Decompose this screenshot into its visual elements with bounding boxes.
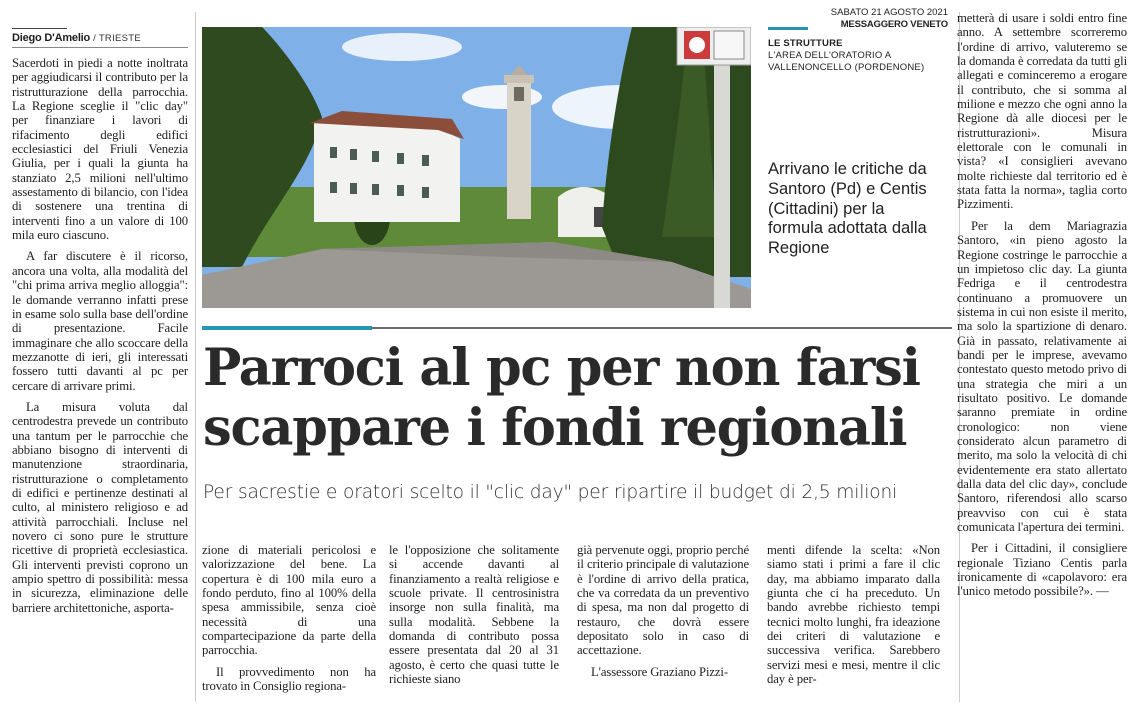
headline-accent-rule (202, 326, 372, 330)
masthead (831, 7, 948, 31)
paragraph: Il provvedimento non ha trovato in Consiglio regiona- (202, 664, 376, 694)
paragraph: Per la dem Mariagrazia Santoro, «in pieno agosto la Regione costringe le parrocchie a un impietoso clic day. La giunta Fedriga e il centrodestra continuano a promuovere un sistema in cui non esiste il merito, ma solo la spartizione di denaro. Già in passato, relativamente ai bandi per le imprese, avevamo contestato questo metodo privo di una strategia che miri a un risultato positivo. Le domande saranno premiate in ordine cronologico: non viene considerato alcun parametro di merito, ma solo la velocità di chi evidentemente era stato allertato dalla data del clic day», conclude Santoro, riferendosi allo scarso preavviso con cui è stata comunicata l'apertura dei termini. (957, 218, 1127, 535)
paragraph: Sacerdoti in piedi a notte inoltrata per aggiudicarsi il contributo per la ristrutturazione della parrocchia. La Regione sceglie il "clic day" per finanziare i lavori di rifacimento degli edifici ecclesiastici del Friuli Venezia Giulia, per i quali la giunta ha stanziato 2,5 milioni nell'ultimo assestamento di bilancio, con l'idea di sostenere una trentina di interventi fino a un valore di 100 mila euro ciascuno. (12, 56, 188, 243)
paragraph: metterà di usare i soldi entro fine anno. A settembre scorreremo l'ordine di arrivo, valuteremo se la domanda è corredata da tutti gli allegati e cominceremo a erogare il contributo, che si somma al milione e mezzo che ogni anno la Regione dà alle diocesi per le ristrutturazioni». Misura elettorale con le comunali in vista? «I consiglieri avevano molte richieste dal territorio ed è stata fatta la norma», taglia corto Pizzimenti. (957, 11, 1127, 212)
photo-caption (768, 38, 948, 74)
headline: Parroci al pc per non farsi scappare i fondi regionali (203, 338, 920, 458)
paragraph: La misura voluta dal centrodestra prevede un contributo una tantum per le parrocchie che abbiano bisogno di interventi di manutenzione straordinaria, ristrutturazione o completamento di edifici e pertinenze destinati al culto, al ministero religioso e ad attività parrocchiali. Incluse nel novero ci sono pure le strutture ricettive di proprietà ecclesiastica. Gli interventi previsti coprono un ampio spettro di possibilità: messa in sicurezza, eliminazione delle barriere architettoniche, asporta- (12, 399, 188, 615)
column-divider (195, 12, 196, 702)
byline (12, 32, 141, 44)
article-column-1 (12, 56, 188, 615)
paragraph: menti difende la scelta: «Non siamo stati i primi a fare il clic day, ma abbiamo imparato dalla giunta che ci ha preceduto. Un bando avrebbe richiesto tempi tecnici molto lunghi, fra ideazione dei criteri di valutazione e successiva verifica. Sarebbero servizi mesi e mesi, mentre il clic day è per- (767, 543, 940, 687)
article-column-3 (389, 543, 559, 686)
byline-rule (12, 28, 67, 29)
byline-place: / TRIESTE (93, 33, 142, 44)
caption-text: L'AREA DELL'ORATORIO A VALLENONCELLO (PORDENONE) (768, 50, 925, 73)
article-photo (202, 27, 751, 308)
headline-rule (372, 327, 952, 329)
article-column-5 (767, 543, 940, 686)
author-name: Diego D'Amelio (12, 32, 91, 44)
paragraph: Per i Cittadini, il consigliere regionale Tiziano Centis parla ironicamente di «capolavoro: era l'unico metodo possibile?». — (957, 541, 1127, 599)
caption-rule (768, 27, 808, 30)
article-column-2 (202, 543, 376, 693)
subheadline: Per sacrestie e oratori scelto il "clic day" per ripartire il budget di 2,5 milioni (203, 482, 898, 503)
paragraph: zione di materiali pericolosi e valorizzazione del bene. La copertura è di 100 mila euro a fondo perduto, fino al 100% della spesa ammissibile, senza cioè necessità di una compartecipazione da parte della parrocchia. (202, 543, 376, 658)
paragraph: A far discutere è il ricorso, ancora una volta, alla modalità del "chi prima arriva meglio alloggia": le domande verranno infatti prese in esame solo sulla base dell'ordine di presentazione. Facile immaginare che allo scoccare della mezzanotte di ieri, gli interessati fossero tutti davanti al pc per cercare di arrivare primi. (12, 249, 188, 393)
article-column-6 (957, 11, 1127, 599)
byline-underline (12, 47, 188, 48)
paragraph: le l'opposizione che solitamente si accende davanti al finanziamento a realtà religiose e scuole private. Il centrosinistra insorge non sulla finalità, ma sulla modalità. Sebbene la domanda di contributo possa essere presentata dal 20 al 31 agosto, è certo che quasi tutte le richieste siano (389, 543, 559, 687)
pull-quote: Arrivano le critiche da Santoro (Pd) e Centis (Cittadini) per la formula adottata dalla Regione (768, 160, 927, 258)
paragraph: già pervenute oggi, proprio perché il criterio principale di valutazione è l'ordine di arrivo della pratica, che va corredata da un preventivo di spesa, ma non dal progetto di restauro, che dovrà essere depositato solo in caso di accettazione. (577, 543, 749, 658)
issue-date: SABATO 21 AGOSTO 2021 (830, 7, 948, 18)
publication-name: MESSAGGERO VENETO (840, 19, 948, 30)
caption-title: LE STRUTTURE (768, 38, 843, 49)
article-column-4 (577, 543, 749, 679)
paragraph: L'assessore Graziano Pizzi- (591, 664, 728, 679)
